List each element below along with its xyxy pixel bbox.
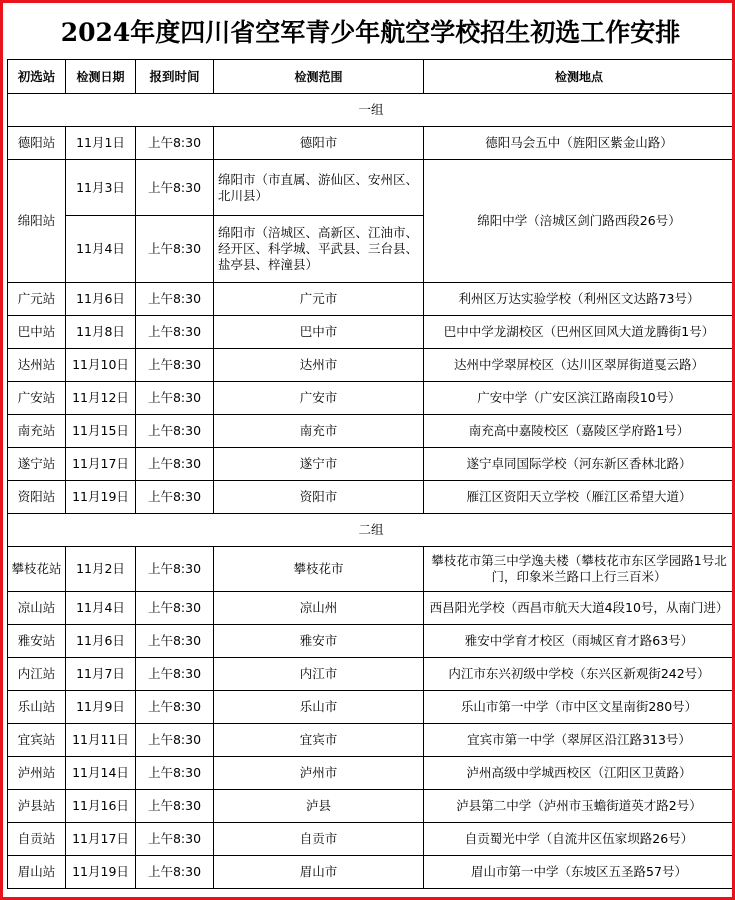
date-cell: 11月9日	[66, 691, 136, 724]
table-row	[8, 160, 735, 216]
date-cell: 11月4日	[66, 216, 136, 283]
header-station: 初选站	[8, 60, 66, 94]
station-cell: 自贡站	[8, 823, 66, 856]
station-cell: 南充站	[8, 415, 66, 448]
time-cell: 上午8:30	[136, 349, 214, 382]
location-cell: 乐山市第一中学（市中区文星南街280号）	[424, 691, 735, 724]
group-label: 二组	[8, 514, 735, 547]
location-cell: 内江市东兴初级中学校（东兴区新观街242号）	[424, 658, 735, 691]
scope-cell: 泸州市	[214, 757, 424, 790]
date-cell: 11月16日	[66, 790, 136, 823]
time-cell: 上午8:30	[136, 216, 214, 283]
header-report-time: 报到时间	[136, 60, 214, 94]
time-cell: 上午8:30	[136, 448, 214, 481]
date-cell: 11月15日	[66, 415, 136, 448]
location-cell: 攀枝花市第三中学逸夫楼（攀枝花市东区学园路1号北门，印象米兰路口上行三百米）	[424, 547, 735, 592]
time-cell: 上午8:30	[136, 547, 214, 592]
table-row	[8, 481, 735, 514]
table-row	[8, 316, 735, 349]
scope-cell: 泸县	[214, 790, 424, 823]
station-cell: 内江站	[8, 658, 66, 691]
time-cell: 上午8:30	[136, 316, 214, 349]
date-cell: 11月17日	[66, 448, 136, 481]
scope-cell: 广安市	[214, 382, 424, 415]
location-cell: 德阳马会五中（旌阳区紫金山路）	[424, 127, 735, 160]
time-cell: 上午8:30	[136, 481, 214, 514]
scope-cell: 凉山州	[214, 592, 424, 625]
station-cell: 绵阳站	[8, 160, 66, 283]
location-cell: 巴中中学龙湖校区（巴州区回风大道龙腾街1号）	[424, 316, 735, 349]
table-row	[8, 415, 735, 448]
date-cell: 11月1日	[66, 127, 136, 160]
scope-cell: 南充市	[214, 415, 424, 448]
location-cell: 南充高中嘉陵校区（嘉陵区学府路1号）	[424, 415, 735, 448]
station-cell: 泸县站	[8, 790, 66, 823]
date-cell: 11月2日	[66, 547, 136, 592]
time-cell: 上午8:30	[136, 592, 214, 625]
schedule-table	[7, 59, 735, 889]
date-cell: 11月19日	[66, 856, 136, 889]
time-cell: 上午8:30	[136, 658, 214, 691]
time-cell: 上午8:30	[136, 415, 214, 448]
table-row	[8, 625, 735, 658]
location-cell: 西昌阳光学校（西昌市航天大道4段10号，从南门进）	[424, 592, 735, 625]
page-title: 2024年度四川省空军青少年航空学校招生初选工作安排	[60, 18, 681, 47]
time-cell: 上午8:30	[136, 790, 214, 823]
table-row	[8, 382, 735, 415]
time-cell: 上午8:30	[136, 625, 214, 658]
location-cell: 雅安中学育才校区（雨城区育才路63号）	[424, 625, 735, 658]
scope-cell: 雅安市	[214, 625, 424, 658]
station-cell: 德阳站	[8, 127, 66, 160]
location-cell: 宜宾市第一中学（翠屏区沿江路313号）	[424, 724, 735, 757]
station-cell: 达州站	[8, 349, 66, 382]
table-row	[8, 349, 735, 382]
date-cell: 11月8日	[66, 316, 136, 349]
table-row	[8, 448, 735, 481]
scope-cell: 德阳市	[214, 127, 424, 160]
date-cell: 11月6日	[66, 625, 136, 658]
location-cell: 达州中学翠屏校区（达川区翠屏街道戛云路）	[424, 349, 735, 382]
time-cell: 上午8:30	[136, 856, 214, 889]
station-cell: 泸州站	[8, 757, 66, 790]
location-cell: 泸县第二中学（泸州市玉蟾街道英才路2号）	[424, 790, 735, 823]
location-cell: 泸州高级中学城西校区（江阳区卫黄路）	[424, 757, 735, 790]
date-cell: 11月10日	[66, 349, 136, 382]
location-cell: 广安中学（广安区滨江路南段10号）	[424, 382, 735, 415]
table-row	[8, 724, 735, 757]
station-cell: 雅安站	[8, 625, 66, 658]
scope-cell: 自贡市	[214, 823, 424, 856]
header-row	[8, 60, 735, 94]
group-row	[8, 514, 735, 547]
header-location: 检测地点	[424, 60, 735, 94]
station-cell: 乐山站	[8, 691, 66, 724]
station-cell: 宜宾站	[8, 724, 66, 757]
time-cell: 上午8:30	[136, 127, 214, 160]
time-cell: 上午8:30	[136, 283, 214, 316]
time-cell: 上午8:30	[136, 724, 214, 757]
table-row	[8, 856, 735, 889]
scope-cell: 达州市	[214, 349, 424, 382]
time-cell: 上午8:30	[136, 382, 214, 415]
station-cell: 巴中站	[8, 316, 66, 349]
scope-cell: 绵阳市（市直属、游仙区、安州区、北川县）	[214, 160, 424, 216]
scope-cell: 资阳市	[214, 481, 424, 514]
scope-cell: 内江市	[214, 658, 424, 691]
station-cell: 资阳站	[8, 481, 66, 514]
scope-cell: 宜宾市	[214, 724, 424, 757]
location-cell: 绵阳中学（涪城区剑门路西段26号）	[424, 160, 735, 283]
header-date: 检测日期	[66, 60, 136, 94]
date-cell: 11月3日	[66, 160, 136, 216]
table-row	[8, 658, 735, 691]
date-cell: 11月4日	[66, 592, 136, 625]
group-row	[8, 94, 735, 127]
scope-cell: 乐山市	[214, 691, 424, 724]
date-cell: 11月19日	[66, 481, 136, 514]
time-cell: 上午8:30	[136, 823, 214, 856]
table-row	[8, 823, 735, 856]
scope-cell: 攀枝花市	[214, 547, 424, 592]
location-cell: 利州区万达实验学校（利州区文达路73号）	[424, 283, 735, 316]
scope-cell: 遂宁市	[214, 448, 424, 481]
table-row	[8, 283, 735, 316]
scope-cell: 眉山市	[214, 856, 424, 889]
location-cell: 遂宁卓同国际学校（河东新区香林北路）	[424, 448, 735, 481]
table-row	[8, 757, 735, 790]
station-cell: 广安站	[8, 382, 66, 415]
location-cell: 自贡蜀光中学（自流井区伍家坝路26号）	[424, 823, 735, 856]
scope-cell: 广元市	[214, 283, 424, 316]
table-row	[8, 592, 735, 625]
scope-cell: 巴中市	[214, 316, 424, 349]
group-label: 一组	[8, 94, 735, 127]
table-row	[8, 790, 735, 823]
station-cell: 眉山站	[8, 856, 66, 889]
date-cell: 11月7日	[66, 658, 136, 691]
date-cell: 11月14日	[66, 757, 136, 790]
station-cell: 攀枝花站	[8, 547, 66, 592]
header-scope: 检测范围	[214, 60, 424, 94]
time-cell: 上午8:30	[136, 160, 214, 216]
table-row	[8, 547, 735, 592]
table-row	[8, 127, 735, 160]
location-cell: 雁江区资阳天立学校（雁江区希望大道）	[424, 481, 735, 514]
time-cell: 上午8:30	[136, 757, 214, 790]
time-cell: 上午8:30	[136, 691, 214, 724]
station-cell: 遂宁站	[8, 448, 66, 481]
table-row	[8, 691, 735, 724]
date-cell: 11月12日	[66, 382, 136, 415]
location-cell: 眉山市第一中学（东坡区五圣路57号）	[424, 856, 735, 889]
station-cell: 凉山站	[8, 592, 66, 625]
scope-cell: 绵阳市（涪城区、高新区、江油市、经开区、科学城、平武县、三台县、盐亭县、梓潼县）	[214, 216, 424, 283]
date-cell: 11月17日	[66, 823, 136, 856]
date-cell: 11月6日	[66, 283, 136, 316]
station-cell: 广元站	[8, 283, 66, 316]
date-cell: 11月11日	[66, 724, 136, 757]
